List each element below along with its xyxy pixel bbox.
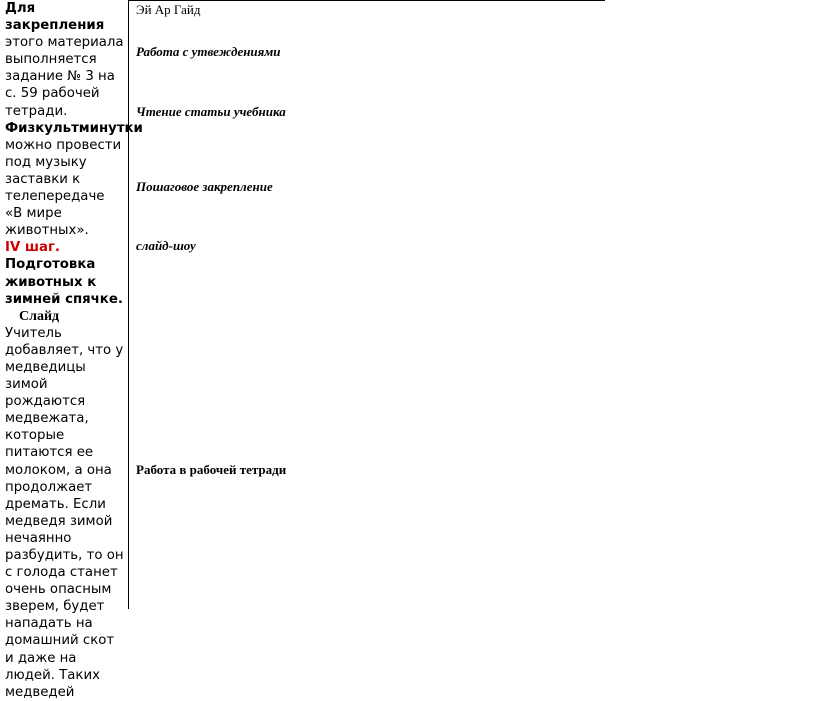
paragraph-assignment: Для закрепления этого материала выполняется задание № 3 на с. 59 рабочей тетради.	[5, 1, 124, 119]
right-item-2: Работа с утвеждениями	[136, 44, 281, 59]
left-column-text	[5, 0, 143, 701]
column-divider	[128, 0, 129, 609]
paragraph-exercise: Физкультминутки можно провести под музыку заставки к телепередаче «В мире животных».	[5, 120, 143, 239]
paragraph-bears: Учитель добавляет, что у медведицы зимой рождаются медвежата, которые питаются ее молоком, а она продолжает дремать. Если медведя зимой нечаянно разбудить, то он с голода станет очень опасным зверем, будет нападать на домашний скот и даже на людей. Таких медведей	[5, 325, 124, 700]
paragraph-step: IV шаг. Подготовка животных к зимней спячке.	[5, 240, 123, 307]
top-border	[128, 0, 605, 1]
slide-label: Слайд	[19, 308, 60, 324]
right-item-1: Эй Ар Гайд	[136, 2, 201, 17]
right-item-4: Пошаговое закрепление	[136, 179, 273, 194]
right-item-5: слайд-шоу	[136, 238, 196, 253]
right-item-6: Работа в рабочей тетради	[136, 462, 287, 477]
right-item-3: Чтение статьи учебника	[136, 104, 286, 119]
